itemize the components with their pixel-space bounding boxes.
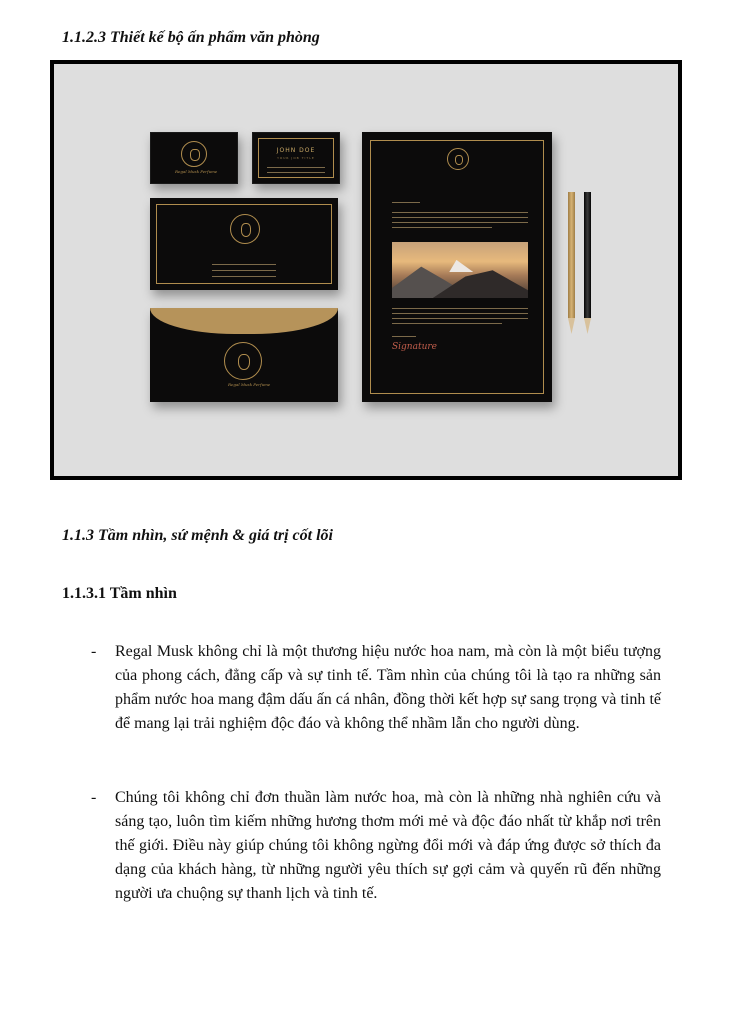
business-card-front [150,132,238,184]
brand-emblem-icon [181,141,207,167]
brand-script: Regal Musk Perfume [228,382,271,387]
brand-emblem-icon [230,214,260,244]
envelope [150,308,338,402]
section-heading-vision-mission-values: 1.1.3 Tầm nhìn, sứ mệnh & giá trị cốt lõi [62,527,333,544]
business-card-title: YOUR JOB TITLE [277,156,315,160]
bullet-dash: - [91,789,97,806]
letterhead [362,132,552,402]
list-item-text: Chúng tôi không chỉ đơn thuần làm nước hoa, mà còn là những nhà nghiên cứu và sáng tạo, luôn tìm kiếm những hương thơm mới mẻ và độc đáo nhất từ khắp nơi trên thế giới. Điều này giúp chúng tôi không ngừng đổi mới và đáp ứng được sở thích đa dạng của khách hàng, từ những người yêu thích sự gợi cảm và quyến rũ đến những người ưa chuộng sự thanh lịch và tinh tế. [115,789,661,902]
dl-card [150,198,338,290]
list-item [91,640,661,736]
list-item [91,786,661,906]
bullet-dash: - [91,643,97,660]
section-heading-office-stationery: 1.1.2.3 Thiết kế bộ ấn phẩm văn phòng [62,29,320,46]
brand-emblem-icon [224,342,262,380]
stationery-mockup-image [50,60,682,480]
brand-script: Regal Musk Perfume [175,169,218,174]
business-card-back [252,132,340,184]
brand-emblem-icon [447,148,469,170]
letter-signature: Signature [392,342,438,352]
business-card-name: JOHN DOE [276,147,316,154]
list-item-text: Regal Musk không chỉ là một thương hiệu nước hoa nam, mà còn là một biểu tượng của phong cách, đẳng cấp và sự tinh tế. Tầm nhìn của chúng tôi là tạo ra những sản phẩm nước hoa mang đậm dấu ấn cá nhân, đồng thời kết hợp sự sang trọng và tinh tế để mang lại trải nghiệm độc đáo và không thể nhầm lẫn cho người dùng. [115,643,661,732]
section-heading-vision: 1.1.3.1 Tầm nhìn [62,585,177,602]
letterhead-photo [392,242,528,298]
